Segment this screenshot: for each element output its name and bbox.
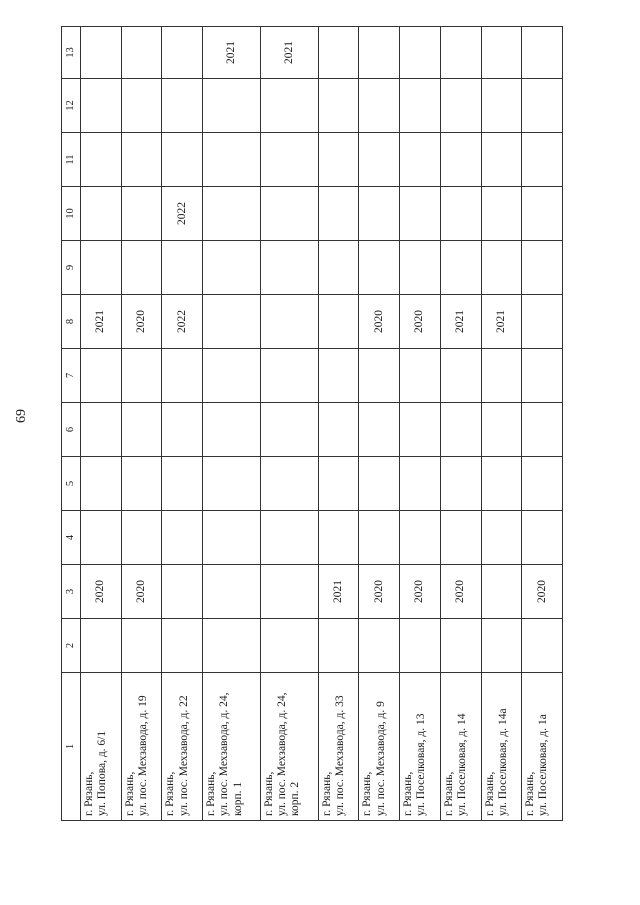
year-cell bbox=[359, 403, 400, 457]
year-cell bbox=[260, 241, 318, 295]
year-cell bbox=[260, 403, 318, 457]
address-line: г. Рязань, bbox=[262, 771, 275, 816]
year-cell bbox=[260, 511, 318, 565]
year-cell: 2020 bbox=[400, 565, 441, 619]
year-cell bbox=[162, 457, 203, 511]
table-row bbox=[162, 27, 203, 821]
year-cell bbox=[522, 79, 563, 133]
year-cell: 2020 bbox=[359, 295, 400, 349]
column-header: 11 bbox=[62, 133, 81, 187]
address-cell bbox=[81, 673, 122, 821]
year-cell bbox=[522, 27, 563, 79]
year-cell: 2021 bbox=[481, 295, 522, 349]
year-cell bbox=[400, 27, 441, 79]
address-line: ул. пос. Мехзавода, д. 24, bbox=[276, 692, 289, 816]
year-cell bbox=[440, 457, 481, 511]
year-cell: 2021 bbox=[440, 295, 481, 349]
year-cell bbox=[81, 619, 122, 673]
column-header: 12 bbox=[62, 79, 81, 133]
column-header: 13 bbox=[62, 27, 81, 79]
year-cell bbox=[81, 241, 122, 295]
address-line: г. Рязань, bbox=[123, 771, 136, 816]
table-row bbox=[260, 27, 318, 821]
address-line: г. Рязань, bbox=[320, 771, 333, 816]
table-row bbox=[359, 27, 400, 821]
address-cell bbox=[121, 673, 162, 821]
year-cell: 2020 bbox=[121, 295, 162, 349]
year-cell bbox=[121, 27, 162, 79]
year-cell bbox=[121, 349, 162, 403]
table-row bbox=[81, 27, 122, 821]
year-cell bbox=[81, 133, 122, 187]
year-cell bbox=[400, 349, 441, 403]
year-cell bbox=[318, 133, 359, 187]
year-cell bbox=[203, 241, 261, 295]
address-line: г. Рязань, bbox=[402, 771, 415, 816]
address-cell bbox=[203, 673, 261, 821]
page-number: 69 bbox=[14, 409, 29, 423]
table-row bbox=[121, 27, 162, 821]
address-line: г. Рязань, bbox=[83, 771, 95, 816]
year-cell bbox=[203, 565, 261, 619]
year-cell bbox=[318, 187, 359, 241]
address-cell bbox=[522, 673, 563, 821]
year-cell bbox=[400, 187, 441, 241]
table-row bbox=[440, 27, 481, 821]
column-header: 7 bbox=[62, 349, 81, 403]
address-line: корп. 1 bbox=[231, 781, 244, 816]
year-cell bbox=[481, 457, 522, 511]
year-cell bbox=[203, 295, 261, 349]
year-cell bbox=[121, 187, 162, 241]
year-cell bbox=[400, 403, 441, 457]
year-cell bbox=[203, 619, 261, 673]
year-cell bbox=[359, 133, 400, 187]
year-cell bbox=[400, 241, 441, 295]
table-row bbox=[481, 27, 522, 821]
year-cell bbox=[359, 187, 400, 241]
year-cell bbox=[440, 349, 481, 403]
year-cell bbox=[81, 27, 122, 79]
year-cell bbox=[260, 349, 318, 403]
year-cell bbox=[440, 241, 481, 295]
column-header: 5 bbox=[62, 457, 81, 511]
address-cell bbox=[318, 673, 359, 821]
year-cell bbox=[400, 511, 441, 565]
address-line: г. Рязань, bbox=[442, 771, 455, 816]
year-cell bbox=[260, 565, 318, 619]
address-line: ул. Поселковая, д. 14 bbox=[456, 713, 469, 816]
year-cell bbox=[481, 349, 522, 403]
year-cell: 2020 bbox=[81, 565, 122, 619]
year-cell bbox=[481, 27, 522, 79]
column-header: 10 bbox=[62, 187, 81, 241]
year-cell bbox=[522, 295, 563, 349]
year-cell bbox=[203, 133, 261, 187]
year-cell bbox=[162, 619, 203, 673]
year-cell bbox=[359, 241, 400, 295]
year-cell bbox=[522, 133, 563, 187]
year-cell: 2020 bbox=[121, 565, 162, 619]
year-cell bbox=[440, 187, 481, 241]
schedule-table bbox=[61, 26, 563, 821]
year-cell: 2020 bbox=[522, 565, 563, 619]
address-cell bbox=[260, 673, 318, 821]
year-cell bbox=[359, 27, 400, 79]
year-cell bbox=[481, 511, 522, 565]
year-cell: 2020 bbox=[359, 565, 400, 619]
year-cell bbox=[522, 349, 563, 403]
year-cell bbox=[318, 79, 359, 133]
address-line: ул. Поселковая, д. 1а bbox=[537, 714, 550, 816]
column-header: 3 bbox=[62, 565, 81, 619]
address-cell bbox=[359, 673, 400, 821]
year-cell bbox=[203, 511, 261, 565]
column-header: 1 bbox=[62, 673, 81, 821]
year-cell bbox=[162, 27, 203, 79]
year-cell bbox=[260, 187, 318, 241]
year-cell bbox=[318, 511, 359, 565]
year-cell bbox=[162, 511, 203, 565]
year-cell bbox=[318, 619, 359, 673]
year-cell bbox=[481, 133, 522, 187]
year-cell bbox=[318, 27, 359, 79]
year-cell bbox=[318, 349, 359, 403]
year-cell bbox=[162, 403, 203, 457]
year-cell bbox=[203, 403, 261, 457]
year-cell bbox=[481, 79, 522, 133]
year-cell bbox=[81, 457, 122, 511]
year-cell bbox=[121, 133, 162, 187]
year-cell bbox=[260, 79, 318, 133]
year-cell bbox=[359, 619, 400, 673]
column-header: 8 bbox=[62, 295, 81, 349]
year-cell bbox=[522, 187, 563, 241]
year-cell: 2020 bbox=[400, 295, 441, 349]
year-cell bbox=[440, 79, 481, 133]
year-cell: 2021 bbox=[81, 295, 122, 349]
address-line: г. Рязань, bbox=[524, 771, 537, 816]
address-line: ул. пос. Мехзавода, д. 9 bbox=[374, 701, 387, 816]
year-cell bbox=[481, 565, 522, 619]
year-cell: 2022 bbox=[162, 187, 203, 241]
table-row bbox=[522, 27, 563, 821]
year-cell: 2020 bbox=[440, 565, 481, 619]
year-cell bbox=[522, 619, 563, 673]
year-cell bbox=[440, 619, 481, 673]
year-cell bbox=[440, 403, 481, 457]
year-cell bbox=[260, 457, 318, 511]
table-body bbox=[62, 27, 563, 821]
year-cell bbox=[400, 79, 441, 133]
address-line: ул. пос. Мехзавода, д. 22 bbox=[177, 695, 190, 816]
year-cell bbox=[260, 295, 318, 349]
address-cell bbox=[162, 673, 203, 821]
year-cell bbox=[203, 349, 261, 403]
address-line: ул. пос. Мехзавода, д. 19 bbox=[136, 695, 149, 816]
year-cell bbox=[522, 511, 563, 565]
year-cell bbox=[203, 187, 261, 241]
year-cell: 2022 bbox=[162, 295, 203, 349]
year-cell: 2021 bbox=[318, 565, 359, 619]
address-line: корп. 2 bbox=[289, 781, 302, 816]
year-cell bbox=[481, 187, 522, 241]
year-cell bbox=[440, 133, 481, 187]
column-header: 6 bbox=[62, 403, 81, 457]
year-cell bbox=[203, 457, 261, 511]
year-cell bbox=[260, 619, 318, 673]
address-line: г. Рязань, bbox=[483, 771, 496, 816]
address-line: г. Рязань, bbox=[205, 771, 218, 816]
address-line: г. Рязань, bbox=[361, 771, 374, 816]
year-cell bbox=[318, 241, 359, 295]
year-cell bbox=[203, 79, 261, 133]
year-cell bbox=[522, 457, 563, 511]
year-cell bbox=[359, 349, 400, 403]
address-line: г. Рязань, bbox=[164, 771, 177, 816]
year-cell bbox=[162, 241, 203, 295]
year-cell bbox=[162, 133, 203, 187]
year-cell bbox=[81, 79, 122, 133]
address-line: ул. Поселковая, д. 14а bbox=[496, 708, 509, 816]
year-cell bbox=[359, 511, 400, 565]
year-cell bbox=[359, 79, 400, 133]
year-cell bbox=[81, 349, 122, 403]
address-line: ул. Попова, д. 6/1 bbox=[96, 730, 109, 816]
year-cell bbox=[400, 457, 441, 511]
year-cell bbox=[81, 187, 122, 241]
year-cell bbox=[121, 511, 162, 565]
year-cell bbox=[162, 565, 203, 619]
year-cell bbox=[522, 241, 563, 295]
year-cell: 2021 bbox=[203, 27, 261, 79]
year-cell bbox=[81, 511, 122, 565]
address-cell bbox=[481, 673, 522, 821]
year-cell bbox=[121, 403, 162, 457]
address-cell bbox=[400, 673, 441, 821]
year-cell bbox=[121, 457, 162, 511]
year-cell: 2021 bbox=[260, 27, 318, 79]
year-cell bbox=[318, 403, 359, 457]
year-cell bbox=[260, 133, 318, 187]
address-line: ул. пос. Мехзавода, д. 33 bbox=[333, 695, 346, 816]
year-cell bbox=[481, 241, 522, 295]
table-row bbox=[203, 27, 261, 821]
address-line: ул. пос. Мехзавода, д. 24, bbox=[218, 692, 231, 816]
year-cell bbox=[440, 511, 481, 565]
year-cell bbox=[121, 79, 162, 133]
column-header: 2 bbox=[62, 619, 81, 673]
year-cell bbox=[481, 403, 522, 457]
year-cell bbox=[121, 241, 162, 295]
year-cell bbox=[162, 349, 203, 403]
year-cell bbox=[400, 619, 441, 673]
address-cell bbox=[440, 673, 481, 821]
year-cell bbox=[81, 403, 122, 457]
table-row bbox=[400, 27, 441, 821]
year-cell bbox=[400, 133, 441, 187]
column-number-row bbox=[62, 27, 81, 821]
rotated-table-container bbox=[61, 27, 563, 821]
year-cell bbox=[522, 403, 563, 457]
address-line: ул. Поселковая, д. 13 bbox=[415, 713, 428, 816]
column-header: 9 bbox=[62, 241, 81, 295]
year-cell bbox=[318, 295, 359, 349]
year-cell bbox=[318, 457, 359, 511]
year-cell bbox=[440, 27, 481, 79]
column-header: 4 bbox=[62, 511, 81, 565]
table-row bbox=[318, 27, 359, 821]
year-cell bbox=[481, 619, 522, 673]
year-cell bbox=[162, 79, 203, 133]
year-cell bbox=[121, 619, 162, 673]
year-cell bbox=[359, 457, 400, 511]
